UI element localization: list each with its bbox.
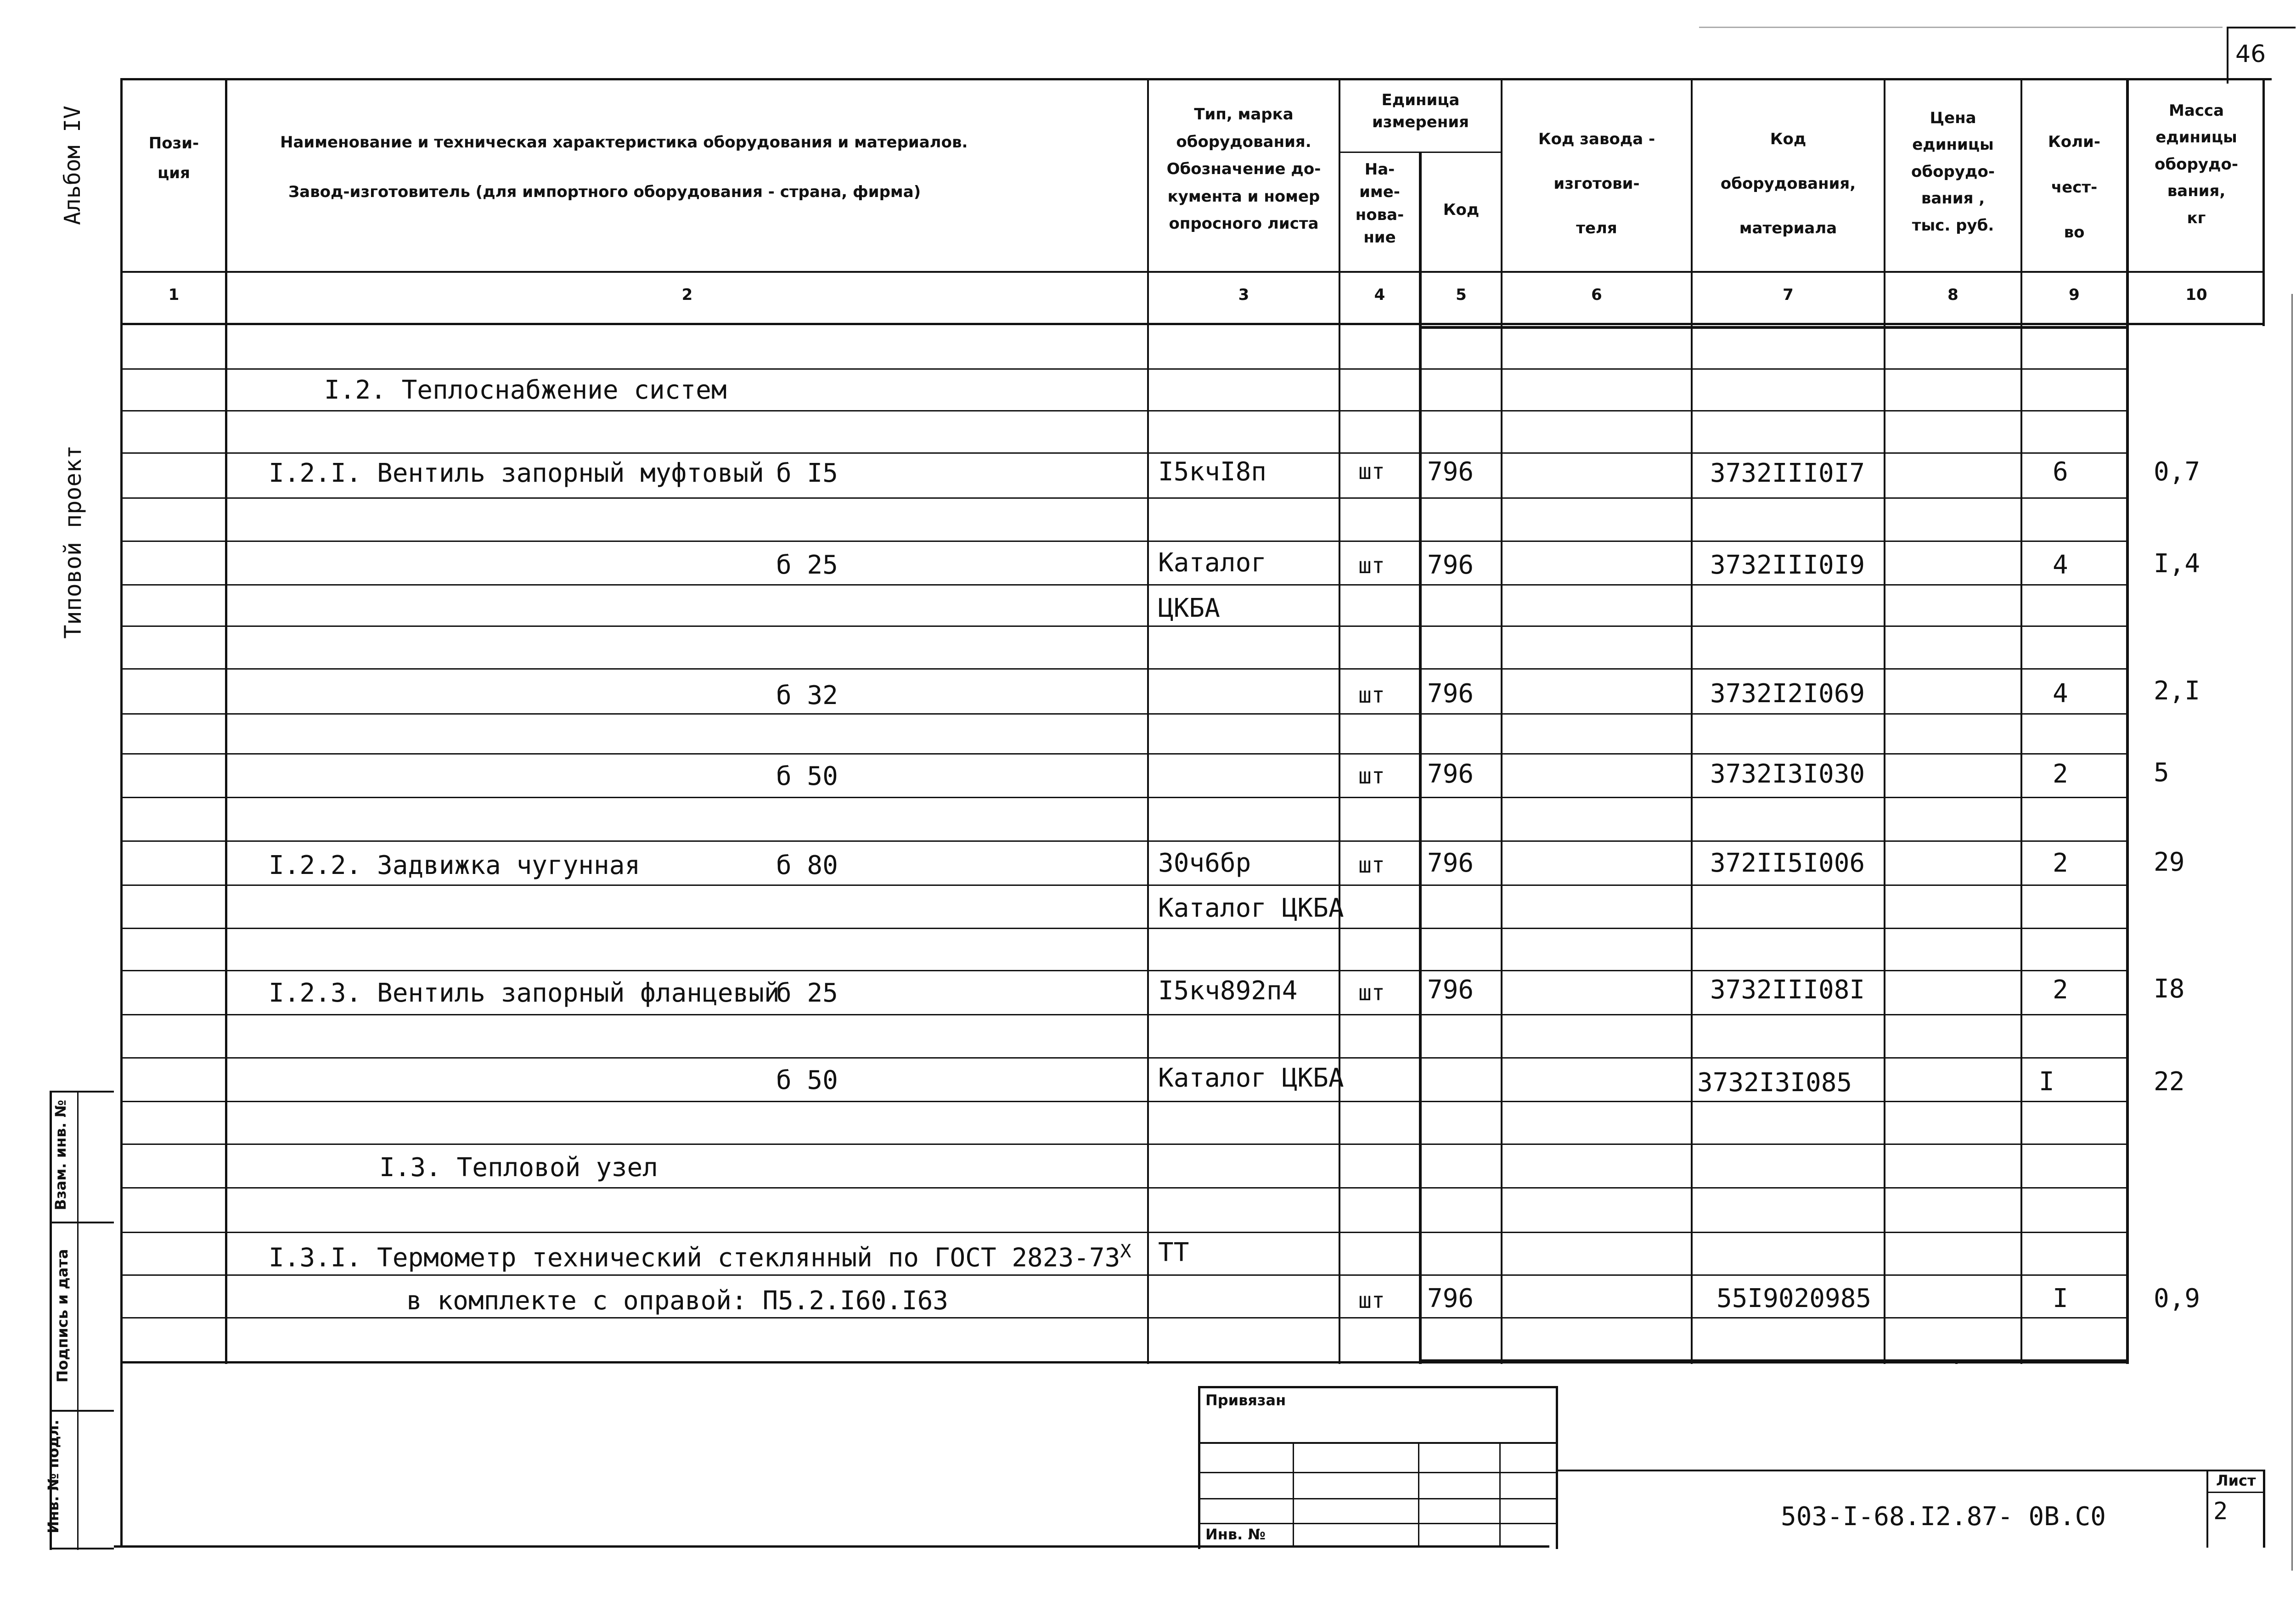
table-row-qty: 4 bbox=[2053, 679, 2068, 709]
stamp-inv-zam: Взам. инв. № bbox=[52, 1099, 69, 1211]
table-row-code: 3732I3I085 bbox=[1697, 1068, 1852, 1098]
table-row-type: I5кчI8п bbox=[1158, 457, 1267, 487]
table-row-qty: I bbox=[2053, 1284, 2068, 1313]
table-row-type: Каталог bbox=[1158, 548, 1267, 578]
table-row-qty: 6 bbox=[2053, 457, 2068, 487]
table-row-code: 3732III08I bbox=[1710, 975, 1865, 1005]
table-row-mass: I8 bbox=[2154, 974, 2185, 1004]
header-equipment-code: Код оборудования, материала bbox=[1720, 130, 1856, 237]
gost-superscript: X bbox=[1120, 1241, 1131, 1262]
table-row-mass: 2,I bbox=[2154, 676, 2200, 706]
table-row-unit: шт bbox=[1358, 852, 1385, 878]
privyazan-label: Привязан bbox=[1205, 1392, 1286, 1409]
header-plant-code: Код завода - изготови- теля bbox=[1538, 130, 1655, 237]
table-row-unit: шт bbox=[1358, 682, 1385, 708]
colnum-4: 4 bbox=[1374, 286, 1385, 304]
header-unit-code: Код bbox=[1443, 201, 1480, 219]
table-row-section: I.2. Теплоснабжение систем bbox=[324, 375, 727, 405]
table-row-unit-code: 796 bbox=[1427, 975, 1474, 1005]
table-row-type: Каталог ЦКБА bbox=[1158, 1063, 1344, 1093]
table-row-type: Каталог ЦКБА bbox=[1158, 893, 1344, 923]
colnum-9: 9 bbox=[2069, 286, 2080, 304]
table-row-unit-code: 796 bbox=[1427, 550, 1474, 580]
table-row-unit-code: 796 bbox=[1427, 759, 1474, 789]
table-row-name: I.2.2. Задвижка чугунная bbox=[269, 851, 641, 880]
header-type: Тип, марка оборудования. Обозначение до- кумента и номер опросного листа bbox=[1166, 105, 1321, 233]
colnum-2: 2 bbox=[681, 286, 693, 304]
corner-sheet-number: 46 bbox=[2235, 40, 2266, 68]
colnum-5: 5 bbox=[1456, 286, 1467, 304]
table-row-dn: б 25 bbox=[776, 550, 838, 580]
header-unit-name: На- име- нова- ние bbox=[1355, 160, 1404, 247]
inv-no-label: Инв. № bbox=[1205, 1526, 1266, 1543]
table-row-mass: 29 bbox=[2154, 847, 2185, 877]
table-row-mass: 0,7 bbox=[2154, 457, 2200, 487]
table-row-dn: б 32 bbox=[776, 681, 838, 710]
table-row-name: I.2.3. Вентиль запорный фланцевый bbox=[269, 978, 780, 1008]
table-row-qty: 2 bbox=[2053, 848, 2068, 878]
table-row-qty: I bbox=[2039, 1067, 2054, 1097]
table-row-dn: б I5 bbox=[776, 458, 838, 488]
table-row-dn: б 50 bbox=[776, 761, 838, 791]
album-label: Альбом IV bbox=[60, 105, 85, 225]
header-quantity: Коли- чест- во bbox=[2048, 133, 2100, 242]
table-row-unit: шт bbox=[1358, 763, 1385, 789]
table-row-code: 3732III0I9 bbox=[1710, 550, 1865, 580]
table-row-section: I.3. Тепловой узел bbox=[379, 1153, 658, 1183]
table-row-qty: 2 bbox=[2053, 975, 2068, 1005]
table-row-code: 3732I3I030 bbox=[1710, 759, 1865, 789]
colnum-10: 10 bbox=[2185, 286, 2207, 304]
table-row-code: 3732I2I069 bbox=[1710, 679, 1865, 709]
colnum-8: 8 bbox=[1947, 286, 1958, 304]
table-row-dn: б 80 bbox=[776, 851, 838, 880]
table-row-unit-code: 796 bbox=[1427, 679, 1474, 709]
stamp-sign-date: Подпись и дата bbox=[54, 1249, 71, 1383]
table-row-mass: 22 bbox=[2154, 1067, 2185, 1097]
colnum-6: 6 bbox=[1591, 286, 1602, 304]
table-row-unit-code: 796 bbox=[1427, 457, 1474, 487]
table-row-code: 372II5I006 bbox=[1710, 848, 1865, 878]
colnum-7: 7 bbox=[1783, 286, 1794, 304]
table-row-unit: шт bbox=[1358, 980, 1385, 1006]
header-unit-group: Единица измерения bbox=[1372, 91, 1469, 131]
table-row-type: ТТ bbox=[1158, 1238, 1189, 1268]
table-row-mass: I,4 bbox=[2154, 549, 2200, 579]
table-row-unit: шт bbox=[1358, 459, 1385, 485]
table-row-name bbox=[269, 1242, 1131, 1271]
table-row-code: 3732III0I7 bbox=[1710, 458, 1865, 488]
table-row-type: ЦКБА bbox=[1158, 593, 1220, 623]
table-row-qty: 2 bbox=[2053, 759, 2068, 789]
header-name-line2: Завод-изготовитель (для импортного оборудования - страна, фирма) bbox=[288, 183, 921, 201]
colnum-3: 3 bbox=[1238, 286, 1249, 304]
document-code: 503-I-68.I2.87- 0В.С0 bbox=[1781, 1502, 2106, 1532]
table-row-unit: шт bbox=[1358, 1288, 1385, 1313]
header-price: Цена единицы оборудо- вания , тыс. руб. bbox=[1911, 109, 1995, 235]
header-position: Пози- ция bbox=[148, 134, 199, 182]
table-row-mass: 0,9 bbox=[2154, 1284, 2200, 1313]
table-row-name: в комплекте с оправой: П5.2.I60.I63 bbox=[406, 1286, 949, 1316]
table-row-unit-code: 796 bbox=[1427, 848, 1474, 878]
table-row-unit: шт bbox=[1358, 553, 1385, 579]
table-row-mass: 5 bbox=[2154, 758, 2169, 788]
table-row-code: 55I9020985 bbox=[1716, 1284, 1872, 1313]
stamp-inv-podl: Инв. № подл. bbox=[45, 1420, 62, 1533]
thermometer-name: I.3.I. Термометр технический стеклянный по ГОСТ 2823-73 bbox=[269, 1243, 1120, 1273]
table-row-qty: 4 bbox=[2053, 550, 2068, 580]
header-name-line1: Наименование и техническая характеристика оборудования и материалов. bbox=[280, 133, 968, 152]
table-row-type: 30ч6бр bbox=[1158, 848, 1251, 878]
table-row-unit-code: 796 bbox=[1427, 1284, 1474, 1313]
project-label: Типовой проект bbox=[60, 445, 86, 639]
sheet-label: Лист bbox=[2216, 1472, 2256, 1489]
header-mass: Масса единицы оборудо- вания, кг bbox=[2155, 101, 2238, 227]
table-row-name: I.2.I. Вентиль запорный муфтовый bbox=[269, 458, 764, 488]
table-row-dn: б 25 bbox=[776, 978, 838, 1008]
colnum-1: 1 bbox=[168, 286, 180, 304]
sheet-number: 2 bbox=[2213, 1498, 2228, 1525]
table-row-dn: б 50 bbox=[776, 1065, 838, 1095]
table-row-type: I5кч892п4 bbox=[1158, 976, 1298, 1006]
